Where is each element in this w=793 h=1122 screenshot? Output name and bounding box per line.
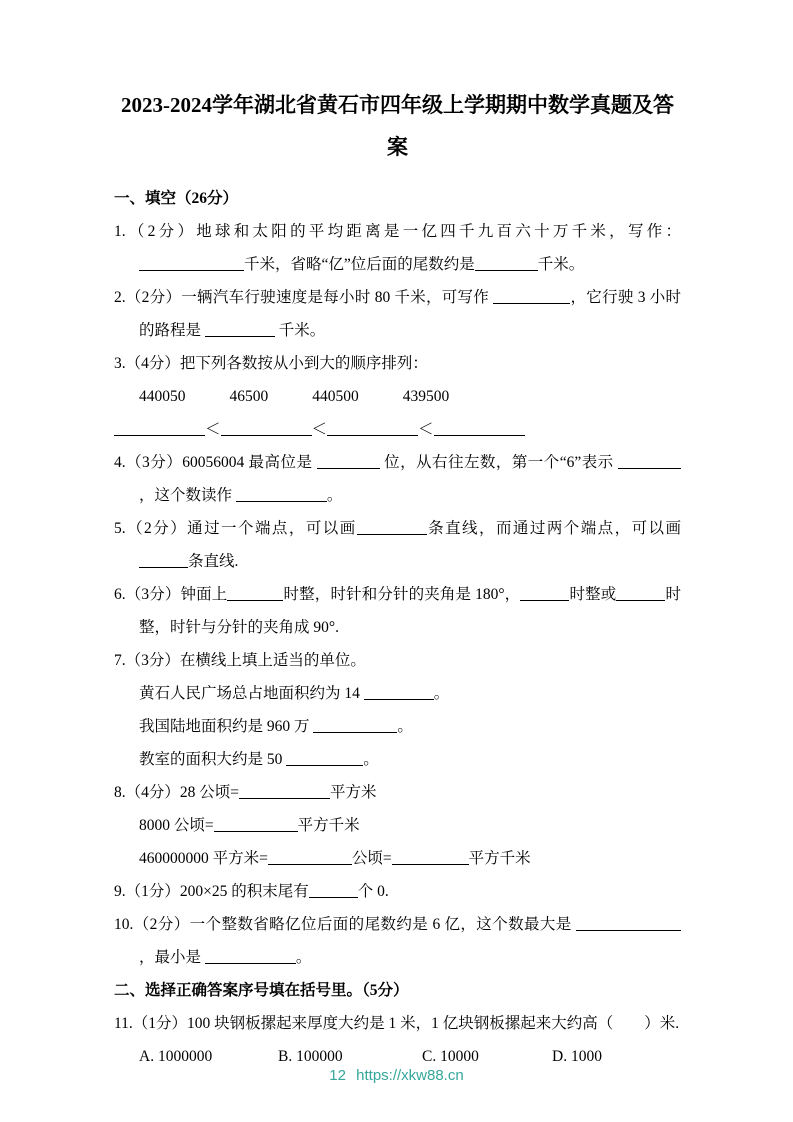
blank-line <box>616 585 665 602</box>
answer-option: A. 1000000 <box>139 1048 213 1065</box>
question-line: 5.（2分）通过一个端点，可以画 条直线，而通过两个端点，可以画条直线. <box>114 520 681 570</box>
question-line: 7.（3分）在横线上填上适当的单位。 <box>114 652 366 669</box>
blank-line <box>364 684 434 701</box>
blank-line <box>434 420 525 437</box>
number-item: 440500 <box>312 388 359 405</box>
blank-line <box>475 255 538 272</box>
question-line: 4.（3分）60056004 最高位是 位，从右往左数，第一个“6”表示 ，这个数读作 。 <box>114 446 681 512</box>
number-item: 440050 <box>139 388 186 405</box>
answer-option: D. 1000 <box>552 1048 602 1065</box>
blank-line <box>392 849 469 866</box>
question-line: 6.（3分）钟面上 时整，时针和分针的夹角是 180°， 时整或 时整，时针与分针的夹角成 90°. <box>114 586 681 636</box>
question-line: ＜ ＜ ＜ <box>114 413 681 446</box>
page-footer <box>0 1067 793 1084</box>
section-heading: 一、填空（26分） <box>114 190 239 207</box>
blank-line <box>214 816 298 833</box>
blank-line <box>317 453 380 470</box>
blank-line <box>268 849 352 866</box>
blank-line <box>221 420 312 437</box>
blank-line <box>357 519 427 536</box>
blank-line <box>313 717 397 734</box>
blank-line <box>239 783 330 800</box>
question-line: 10.（2分）一个整数省略亿位后面的尾数约是 6 亿，这个数最大是 ，最小是 。 <box>114 908 681 974</box>
question-line: 黄石人民广场总占地面积约为 14 。 <box>139 685 450 702</box>
blank-line <box>520 585 569 602</box>
blank-line <box>493 288 570 305</box>
question-line: 1.（2分）地球和太阳的平均距离是一亿四千九百六十万千米，写作：千米，省略“亿”位后面的尾数约是 千米。 <box>114 223 681 273</box>
number-item: 439500 <box>402 388 450 405</box>
section-heading: 二、选择正确答案序号填在括号里。（5分） <box>114 982 409 999</box>
blank-line <box>618 453 681 470</box>
question-line: 8000 公顷= 平方千米 <box>139 817 360 834</box>
question-line: 教室的面积大约是 50 。 <box>139 751 379 768</box>
blank-line <box>205 321 275 338</box>
page-title: 2023-2024学年湖北省黄石市四年级上学期期中数学真题及答案 <box>121 93 674 159</box>
number-item: 46500 <box>229 388 269 405</box>
blank-line <box>139 552 188 569</box>
blank-line <box>236 486 327 503</box>
question-line: 8.（4分）28 公顷= 平方米 <box>114 784 377 801</box>
question-line: 460000000 平方米= 公顷= 平方千米 <box>139 850 531 867</box>
blank-line <box>286 750 363 767</box>
blank-line <box>576 915 681 932</box>
question-list <box>114 182 681 1073</box>
question-line <box>114 380 681 413</box>
question-line: 9.（1分）200×25 的积末尾有 个 0. <box>114 883 389 900</box>
blank-line <box>205 948 296 965</box>
question-line: 11.（1分）100 块钢板摞起来厚度大约是 1 米，1 亿块钢板摞起来大约高（ ）米. <box>114 1015 680 1032</box>
blank-line <box>227 585 283 602</box>
footer-link[interactable]: https://xkw88.cn <box>356 1067 464 1084</box>
blank-line <box>139 255 244 272</box>
question-line: 3.（4分）把下列各数按从小到大的顺序排列： <box>114 355 428 372</box>
blank-line <box>114 420 205 437</box>
page-number: 12 <box>329 1067 346 1084</box>
question-line: 我国陆地面积约是 960 万 。 <box>139 718 413 735</box>
answer-option: C. 10000 <box>422 1048 479 1065</box>
blank-line <box>309 882 358 899</box>
blank-line <box>327 420 418 437</box>
answer-option: B. 100000 <box>278 1048 343 1065</box>
question-line: 2.（2分）一辆汽车行驶速度是每小时 80 千米，可写作 ，它行驶 3 小时的路程是 千米。 <box>114 289 681 339</box>
